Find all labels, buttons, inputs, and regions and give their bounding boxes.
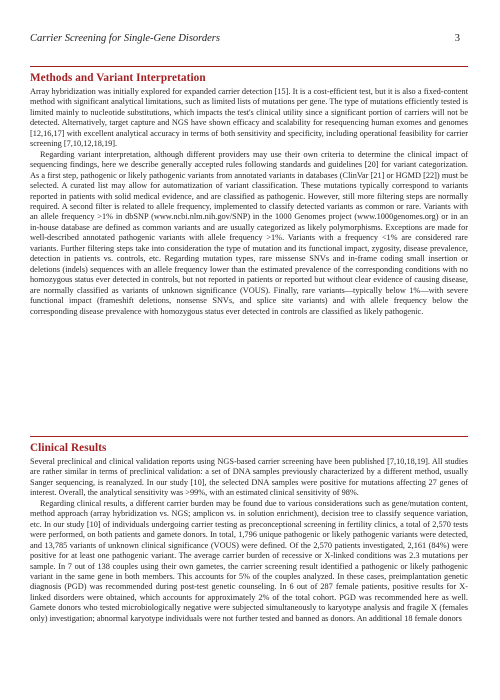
section-body [30,457,468,624]
running-header [30,32,460,46]
paragraph: Regarding variant interpretation, although different providers may use their own criteria to determine the clinical impact of sequencing findings, here we describe generally accepted rules following standards and guidelines [20] for variant categorization. As a first step, pathogenic or likely pathogenic variants from annotated variants in databases (ClinVar [21] or HGMD [22]) must be selected. A curated list may allow for automatization of variant classification. These mutations typically correspond to variants reported in patients with solid medical evidence, and are classified as pathogenic. However, still more filtering steps are normally required. A second filter is related to allele frequency, implemented to classify detected variants as common or rare. Variants with an allele frequency >1% in dbSNP (www.ncbi.nlm.nih.gov/SNP) in the 1000 Genomes project (www.1000genomes.org) or in an in-house database are defined as common variants and are usually categorized as likely polymorphisms. Exceptions are made for well-described annotated pathogenic variants with allele frequency >1%. Variants with a frequency <1% are considered rare variants. Further filtering steps take into consideration the type of mutation and its functional impact, zygosity, disease prevalence, detection in patients vs. controls, etc. Regarding mutation types, rare missense SNVs and in-frame coding small insertion or deletions (indels) sequences with an allele frequency lower than the estimated prevalence of the corresponding conditions with no homozygous status ever detected in controls, but not reported in patients or reported but without clear evidence of causing disease, are normally classified as variants of unknown significance (VOUS). Finally, rare variants—typically below 1%—with severe functional impact (frameshift deletions, nonsense SNVs, and splice site variants) and with allele frequency below the corresponding disease prevalence with homozygous status ever detected in controls are classified as likely pathogenic. [30,149,468,316]
paragraph: Array hybridization was initially explored for expanded carrier detection [15]. It is a cost-efficient test, but it is also a fixed-content method with significant analytical limitations, such as limited lists of mutations per gene. The type of mutations efficiently tested is limited mainly to nucleotide substitutions, which impacts the test's clinical utility since a significant portion of carriers will not be detected. Alternatively, target capture and NGS have shown efficacy and scalability for resequencing human exomes and genomes [12,16,17] with excellent analytical accuracy in terms of both sensitivity and specificity, including operational feasibility for carrier screening [7,10,12,18,19]. [30,87,468,149]
paragraph: Regarding clinical results, a different carrier burden may be found due to various considerations such as gene/mutation content, method approach (array hybridization vs. NGS; amplicon vs. in solution enrichment), decision tree to classify sequence variation, etc. In our study [10] of individuals undergoing carrier testing as preconceptional screening in fertility clinics, a total of 2,570 tests were performed, on both patients and gamete donors. In total, 1,796 unique pathogenic or likely pathogenic variants were detected, and 13,785 variants of unknown clinical significance (VOUS) were defined. Of the 2,570 patients investigated, 2,161 (84%) were positive for at least one pathogenic variant. The average carrier burden of recessive or X-linked conditions was 2.3 mutations per sample. In 7 out of 138 couples using their own gametes, the carrier screening result identified a pathogenic or likely pathogenic variant in the same gene in both members. This accounts for 5% of the couples analyzed. In these cases, preimplantation genetic diagnosis (PGD) was recommended during post-test genetic counseling. In 6 out of 287 female patients, positive results for X-linked disorders were obtained, which accounts for approximately 2% of the total cohort. PGD was recommended here as well. Gamete donors who tested microbiologically negative were subjected simultaneously to karyotype analysis and fragile X (females only) investigation; abnormal karyotype individuals were not further tested and banned as donors. An additional 18 female donors [30,498,468,623]
section-rule [30,436,468,437]
page-number: 3 [454,33,460,44]
section-body [30,87,468,317]
section-heading: Methods and Variant Interpretation [30,72,206,84]
section-heading: Clinical Results [30,442,107,454]
section-clinical-results [30,436,468,624]
running-title: Carrier Screening for Single-Gene Disorders [30,33,220,44]
paragraph: Several preclinical and clinical validation reports using NGS-based carrier screening have been published [7,10,18,19]. All studies are rather similar in terms of preclinical validation: a set of DNA samples previously characterized by a different method, usually Sanger sequencing, is reanalyzed. In our study [10], the selected DNA samples were positive for mutations affecting 27 genes of interest. Overall, the analytical sensitivity was >99%, with an estimated clinical sensitivity of 98%. [30,457,468,498]
section-rule [30,66,468,67]
section-methods [30,66,468,317]
